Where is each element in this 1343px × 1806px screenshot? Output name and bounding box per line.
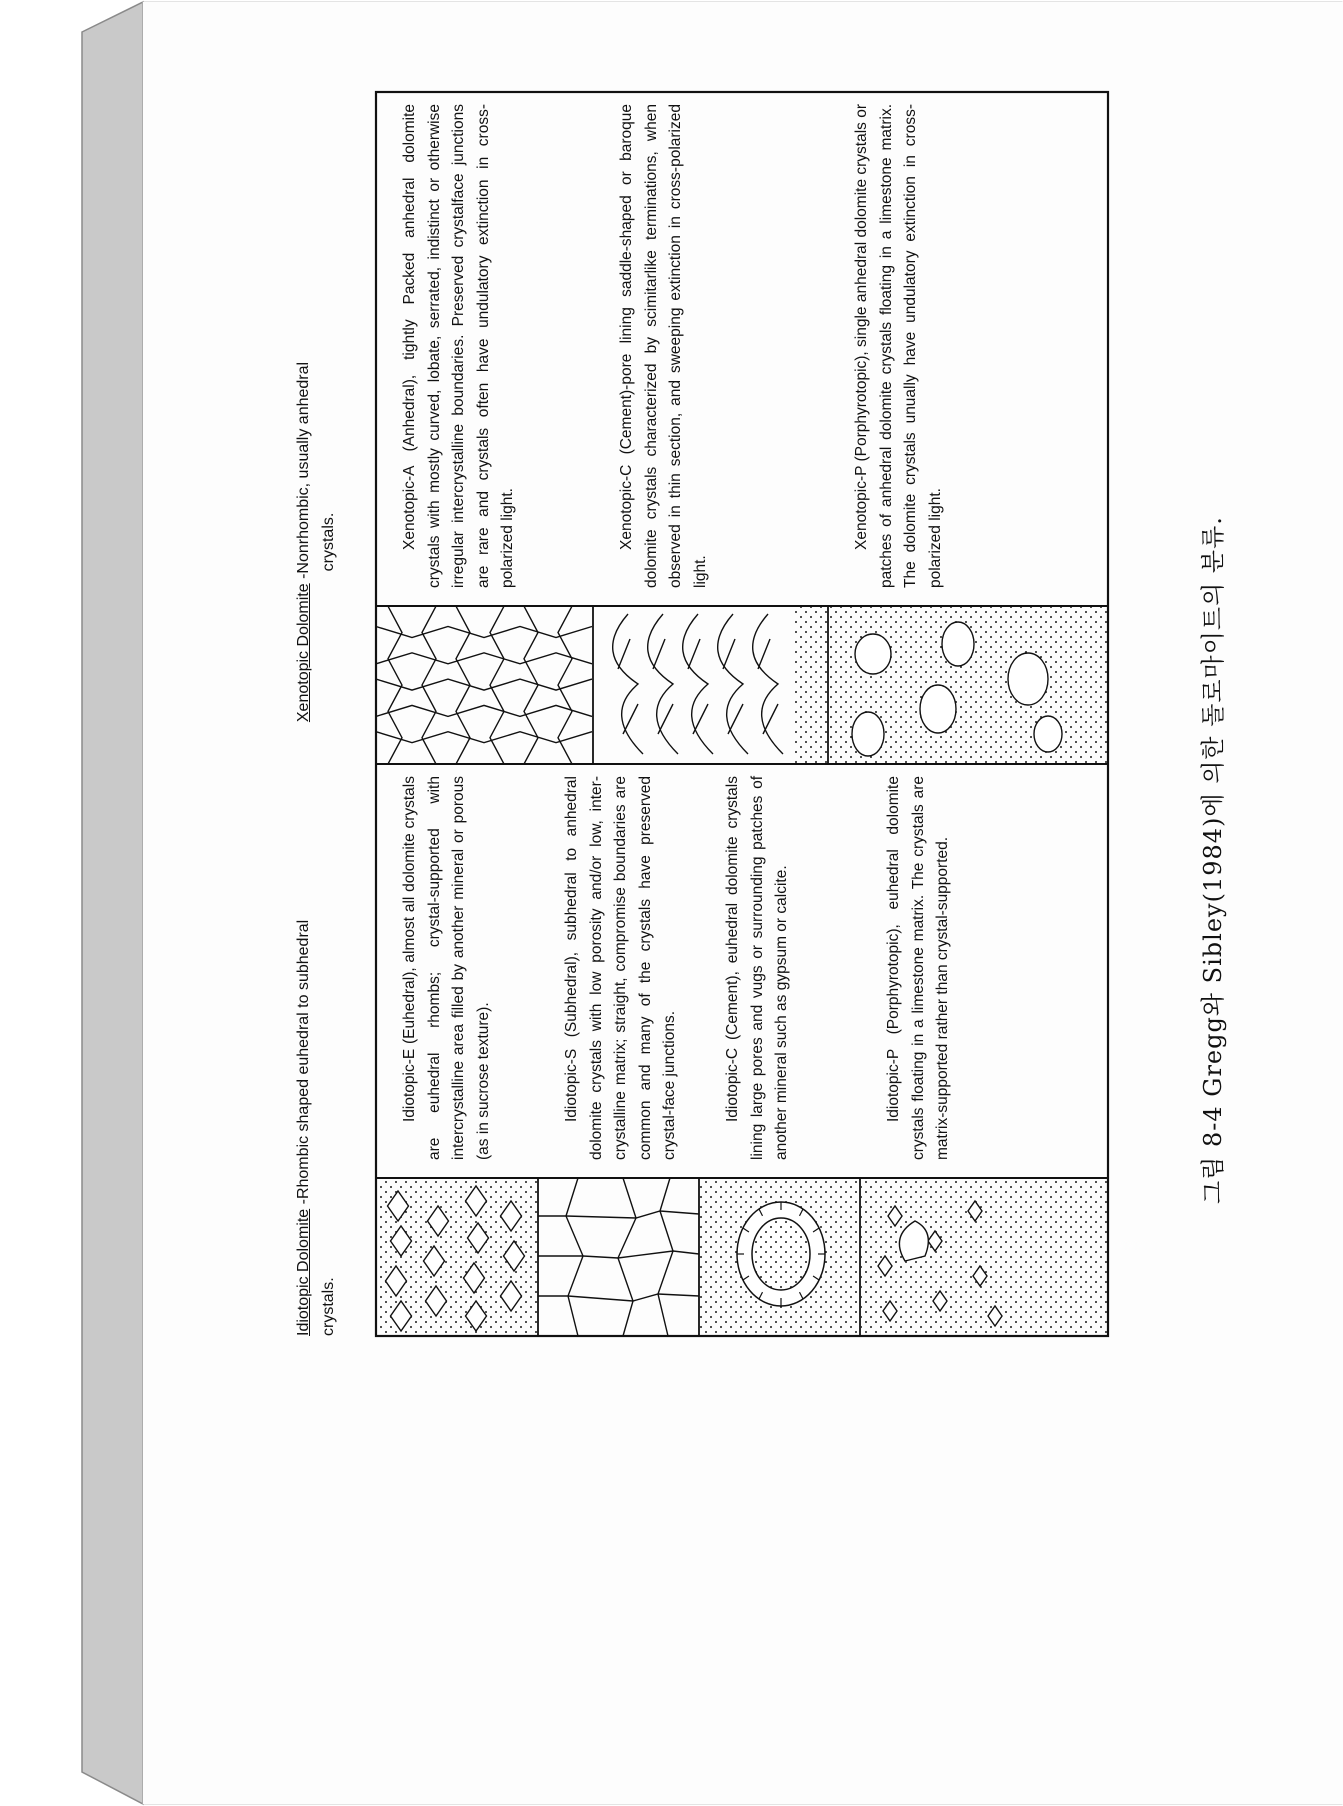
idiotopic-term: Idiotopic Dolomite (295, 1208, 312, 1336)
idiotopic-p-texture (861, 1179, 1107, 1335)
xenotopic-c-description: Xenotopic-C (Cement)-pore lining saddle-shaped or baroque dolomite crystals characterized by scimitarlike terminations, when observed in thin section, and sweeping extinction in cross-polarized light. (618, 104, 709, 588)
idiotopic-c-texture (700, 1179, 859, 1335)
xenotopic-p-texture (829, 607, 1107, 763)
xenotopic-term: Xenotopic Dolomite (295, 583, 312, 723)
rotated-figure (143, 2, 1343, 1804)
idiotopic-e-description: Idiotopic-E (Euhedral), almost all dolomite crystals are euhedral rhombs; crystal-supported with intercrystalline area filled by another mineral or porous (as in sucrose texture). (401, 776, 492, 1160)
figure-caption: 그림 8-4 Gregg와 Sibley(1984)에 의한 돌로마이트의 분류. (1199, 516, 1227, 1204)
xenotopic-a-texture (376, 606, 592, 764)
idiotopic-s-texture (538, 1178, 699, 1336)
idiotopic-e-texture (377, 1179, 537, 1335)
idiotopic-s-description: Idiotopic-S (Subhedral), subhedral to anhedral dolomite crystals with low porosity and/or low, inter-crystalline matrix; straight, compromise boundaries are common and many of the crystals have preserved crystal-face junctions. (563, 776, 678, 1160)
idiotopic-header-rest: -Rhombic shaped euhedral to subhedral crystals. (295, 919, 337, 1336)
idiotopic-header (291, 916, 341, 1336)
document-page (143, 2, 1343, 1804)
xenotopic-p-description: Xenotopic-P (Porphyrotopic), single anhedral dolomite crystals or patches of anhedral dolomite crystals floating in a limestone matrix. The dolomite crystals unually have undulatory extinction in cross-polarized light. (853, 104, 944, 588)
xenotopic-c-texture (613, 607, 827, 763)
idiotopic-c-description: Idiotopic-C (Cement), euhedral dolomite crystals lining large pores and vugs or surrounding patches of another mineral such as gypsum or calcite. (724, 776, 790, 1160)
xenotopic-header (291, 332, 341, 752)
xenotopic-a-description: Xenotopic-A (Anhedral), tightly Packed anhedral dolomite crystals with mostly curved, lobate, serrated, indistinct or otherwise irregular intercrystalline boundaries. Preserved crystalface junctions are rare and crystals often have undulatory extinction in cross-polarized light. (401, 104, 516, 588)
idiotopic-p-description: Idiotopic-P (Porphyrotopic), euhedral dolomite crystals floating in a limestone matrix. The crystals are matrix-supported rather than crystal-supported. (885, 776, 951, 1160)
xenotopic-header-rest: -Nonrhombic, usually anhedral crystals. (295, 361, 337, 584)
